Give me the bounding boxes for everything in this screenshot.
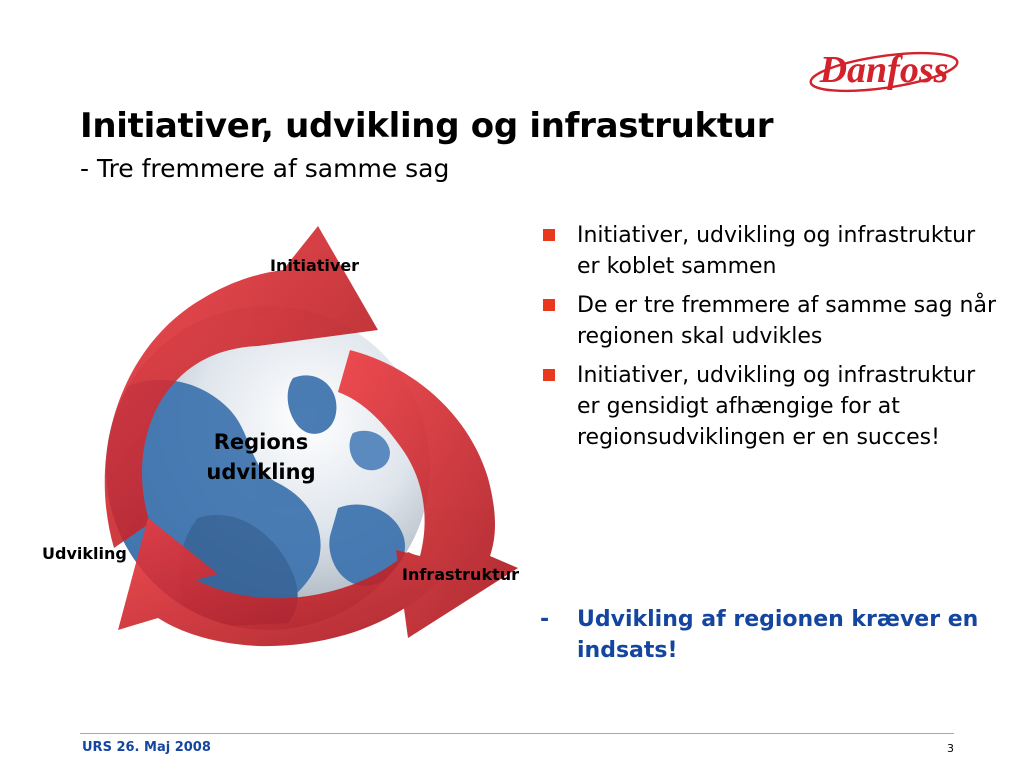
slide-subtitle: - Tre fremmere af samme sag [80, 154, 450, 183]
footer-divider [80, 733, 954, 734]
bullet-text: Initiativer, udvikling og infrastruktur er koblet sammen [577, 223, 976, 279]
square-bullet-icon [543, 369, 555, 381]
bullet-text: Initiativer, udvikling og infrastruktur er gensidigt afhængige for at regionsudviklingen er en succes! [577, 363, 976, 450]
label-infrastruktur: Infrastruktur [402, 565, 520, 584]
label-initiativer: Initiativer [270, 256, 360, 275]
callout-dash: - [540, 607, 550, 632]
footer-date: URS 26. Maj 2008 [82, 740, 211, 755]
label-udvikling: Udvikling [42, 544, 127, 563]
bullet-item [540, 290, 1000, 352]
callout-text: Udvikling af regionen kræver en indsats! [577, 607, 979, 663]
bullet-list [540, 220, 1000, 461]
center-label-line2: udvikling [206, 460, 316, 484]
center-label [186, 427, 336, 487]
square-bullet-icon [543, 229, 555, 241]
bullet-item [540, 360, 1000, 453]
page-number: 3 [947, 742, 954, 755]
center-label-line1: Regions [213, 430, 309, 454]
bullet-item [540, 220, 1000, 282]
slide-title: Initiativer, udvikling og infrastruktur [80, 106, 774, 146]
callout [540, 604, 1000, 666]
danfoss-logo [806, 40, 962, 100]
svg-text:Danfoss: Danfoss [819, 49, 949, 91]
bullet-text: De er tre fremmere af samme sag når regionen skal udvikles [577, 293, 997, 349]
square-bullet-icon [543, 299, 555, 311]
